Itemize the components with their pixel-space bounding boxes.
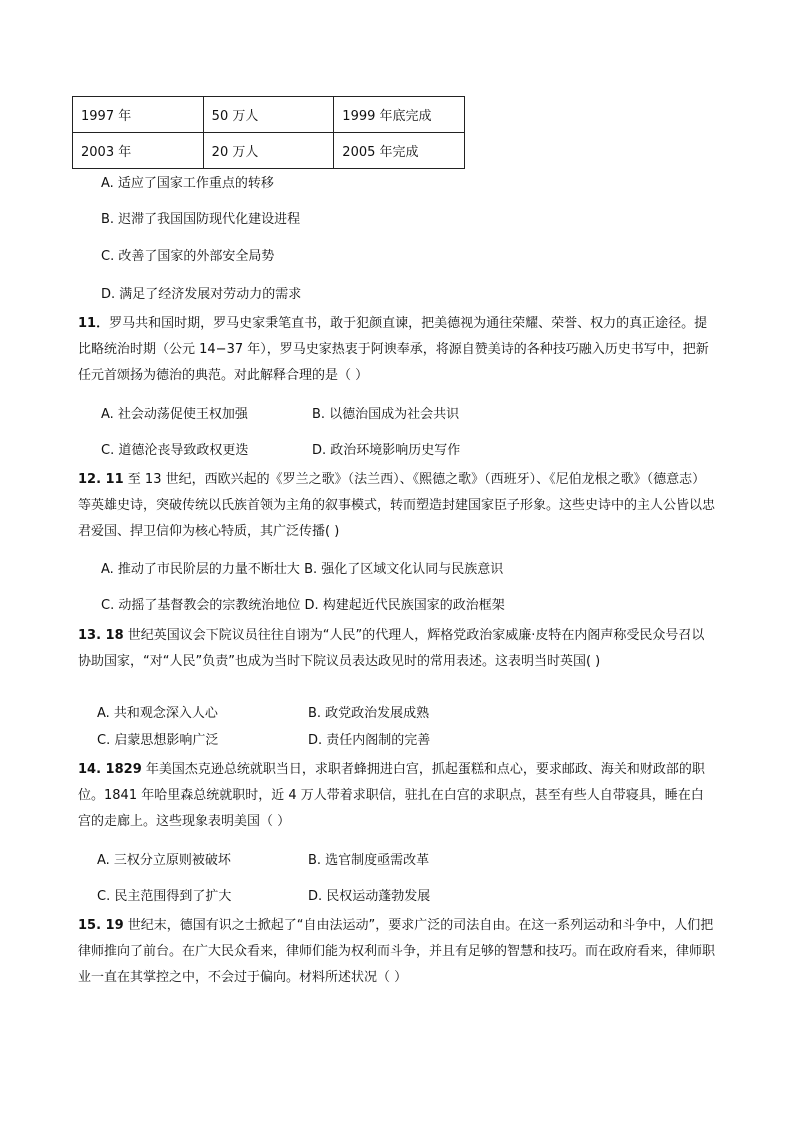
q12-option-d: D. 构建起近代民族国家的政治框架 [304, 598, 505, 613]
q14-options-row-2 [97, 887, 431, 907]
q12-options-row-2 [101, 596, 505, 616]
data-table [72, 96, 465, 169]
q14-option-a: A. 三权分立原则被破坏 [97, 853, 231, 868]
q12-option-b: B. 强化了区域文化认同与民族意识 [304, 562, 504, 577]
question-stem: 世纪英国议会下院议员往往自诩为“人民”的代理人，辉格党政治家威廉·皮特在内阁声称受民众号召以协助国家，“对“人民”负责”也成为当时下院议员表达政见时的常用表述。这表明当时英国( ) [78, 628, 705, 669]
q13-option-d: D. 责任内阁制的完善 [308, 733, 431, 748]
q11-option-b: B. 以德治国成为社会共识 [312, 407, 460, 422]
table-cell: 50 万人 [203, 97, 334, 133]
q14-option-c: C. 民主范围得到了扩大 [97, 889, 232, 904]
table-cell: 20 万人 [203, 133, 334, 169]
q11-option-a: A. 社会动荡促使王权加强 [101, 407, 248, 422]
q13-option-b: B. 政党政治发展成熟 [308, 706, 430, 721]
q11-option-c: C. 道德沦丧导致政权更迭 [101, 443, 249, 458]
q12-option-c: C. 动摇了基督教会的宗教统治地位 [101, 598, 301, 613]
question-stem: 罗马共和国时期，罗马史家秉笔直书，敢于犯颜直谏，把美德视为通往荣耀、荣誉、权力的真正途径。提比略统治时期（公元 14−37 年），罗马史家热衷于阿谀奉承，将源自赞美诗的各种技巧融入历史书写中，把新任元首颂扬为德治的典范。对此解释合理的是（ ） [78, 316, 709, 383]
question-14 [78, 757, 716, 835]
table-cell: 2005 年完成 [334, 133, 465, 169]
q14-option-d: D. 民权运动蓬勃发展 [308, 889, 431, 904]
q10-option-b: B. 迟滞了我国国防现代化建设进程 [101, 212, 301, 227]
question-11 [78, 311, 716, 389]
q13-options-row-2 [97, 731, 431, 751]
question-12 [78, 467, 716, 545]
question-stem: 年美国杰克逊总统就职当日，求职者蜂拥进白宫，抓起蛋糕和点心，要求邮政、海关和财政部的职位。1841 年哈里森总统就职时，近 4 万人带着求职信，驻扎在白宫的求职点，甚至有些人自带寝具，睡在白宫的走廊上。这些现象表明美国（ ） [78, 762, 705, 829]
question-number: 12. 11 [78, 472, 124, 487]
q10-option-a: A. 适应了国家工作重点的转移 [101, 176, 274, 191]
q14-options-row-1 [97, 851, 430, 871]
question-15 [78, 913, 716, 991]
q10-option-d: D. 满足了经济发展对劳动力的需求 [101, 287, 302, 302]
question-13 [78, 623, 716, 675]
question-number: 14. 1829 [78, 762, 142, 777]
question-stem: 世纪末，德国有识之士掀起了“自由法运动”，要求广泛的司法自由。在这一系列运动和斗争中，人们把律师推向了前台。在广大民众看来，律师们能为权利而斗争，并且有足够的智慧和技巧。而在政府看来，律师职业一直在其掌控之中，不会过于偏向。材料所述状况（ ） [78, 918, 716, 985]
question-number: 11． [78, 316, 110, 331]
table-row [73, 133, 465, 169]
table-cell: 2003 年 [73, 133, 204, 169]
q11-options-row-2 [101, 441, 461, 461]
question-stem: 至 13 世纪，西欧兴起的《罗兰之歌》（法兰西）、《熙德之歌》（西班牙）、《尼伯龙根之歌》（德意志）等英雄史诗，突破传统以氏族首领为主角的叙事模式，转而塑造封建国家臣子形象。这些史诗中的主人公皆以忠君爱国、捍卫信仰为核心特质，其广泛传播( ) [78, 472, 716, 539]
q12-options-row-1 [101, 560, 503, 580]
q12-option-a: A. 推动了市民阶层的力量不断壮大 [101, 562, 300, 577]
question-number: 15. 19 [78, 918, 124, 933]
q13-option-c: C. 启蒙思想影响广泛 [97, 733, 219, 748]
q14-option-b: B. 选官制度亟需改革 [308, 853, 430, 868]
q11-options-row-1 [101, 405, 460, 425]
q13-option-a: A. 共和观念深入人心 [97, 706, 218, 721]
q13-options-row-1 [97, 704, 430, 724]
question-number: 13. 18 [78, 628, 124, 643]
q10-option-c: C. 改善了国家的外部安全局势 [101, 249, 275, 264]
table-cell: 1997 年 [73, 97, 204, 133]
q11-option-d: D. 政治环境影响历史写作 [312, 443, 461, 458]
table-cell: 1999 年底完成 [334, 97, 465, 133]
table-row [73, 97, 465, 133]
